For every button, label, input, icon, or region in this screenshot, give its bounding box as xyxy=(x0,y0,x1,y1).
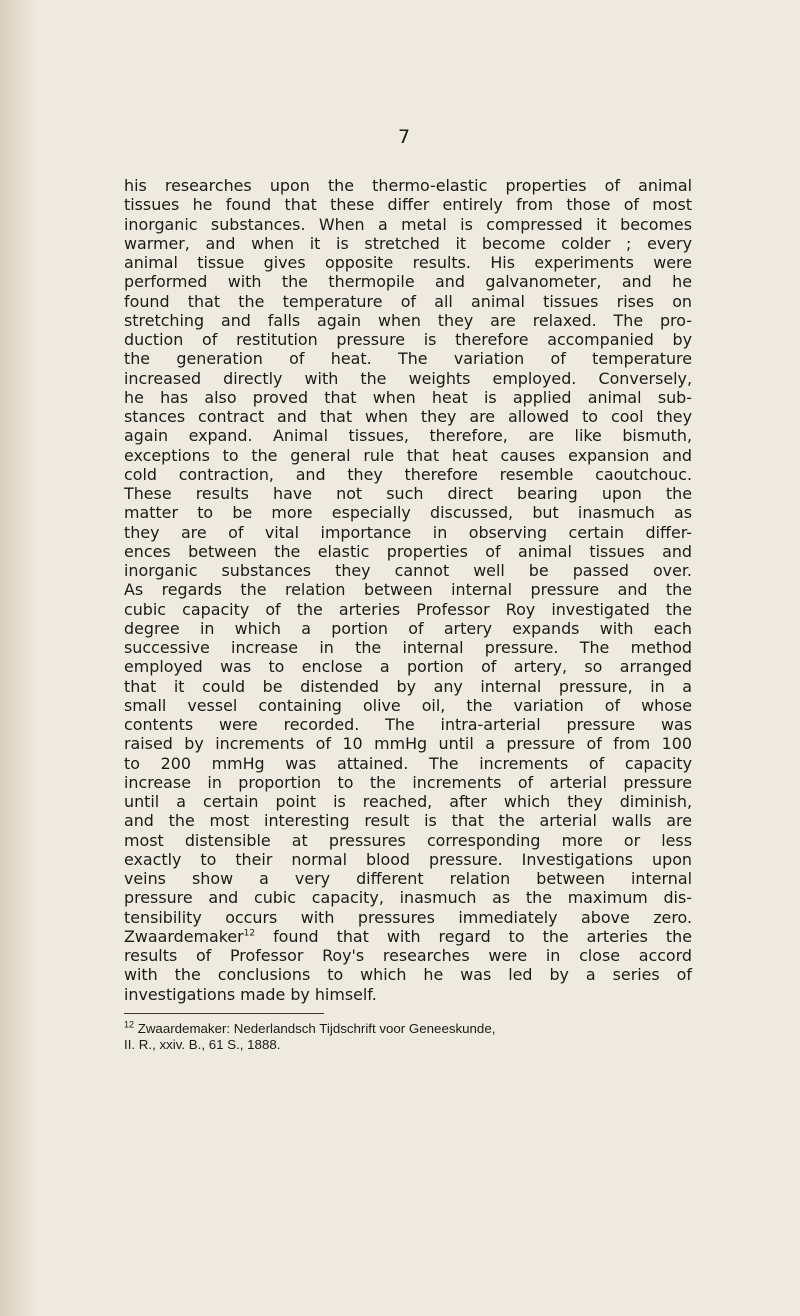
text-line: tissues he found that these differ entirely from those of most xyxy=(124,195,692,215)
text-line: stretching and falls again when they are relaxed. The pro- xyxy=(124,310,692,330)
text-line: that it could be distended by any internal pressure, in a xyxy=(124,676,692,696)
text-line: exactly to their normal blood pressure. Investigations upon xyxy=(124,849,692,869)
text-line: cubic capacity of the arteries Professor Roy investigated the xyxy=(124,599,692,619)
text-line: These results have not such direct bearing upon the xyxy=(124,484,692,503)
text-line: successive increase in the internal pressure. The method xyxy=(124,638,692,657)
text-line: increased directly with the weights employed. Conversely, xyxy=(124,368,692,388)
text-line: small vessel containing olive oil, the variation of whose xyxy=(124,695,692,715)
cited-author: Zwaardemaker xyxy=(124,926,244,946)
footnote-line: II. R., xxiv. B., 61 S., 1888. xyxy=(124,1037,281,1052)
text-line: inorganic substances they cannot well be passed over. xyxy=(124,561,692,580)
text-line: he has also proved that when heat is applied animal sub- xyxy=(124,387,692,407)
text-line: to 200 mmHg was attained. The increments of capacity xyxy=(124,753,692,773)
text-line: and the most interesting result is that the arterial walls are xyxy=(124,811,692,831)
text-line: contents were recorded. The intra-arterial pressure was xyxy=(124,715,692,734)
text-line: cold contraction, and they therefore resemble caoutchouc. xyxy=(124,464,692,484)
text-line-citation xyxy=(124,927,692,946)
text-line: exceptions to the general rule that heat causes expansion and xyxy=(124,445,692,465)
text-line: pressure and cubic capacity, inasmuch as the maximum dis- xyxy=(124,888,692,908)
page-edge-shadow xyxy=(0,0,38,1316)
text-line: results of Professor Roy's researches were in close accord xyxy=(124,946,692,965)
text-line: again expand. Animal tissues, therefore, are like bismuth, xyxy=(124,426,692,446)
body-paragraph xyxy=(124,176,692,1004)
text-line: increase in proportion to the increments of arterial pressure xyxy=(124,772,692,792)
text-line: employed was to enclose a portion of artery, so arranged xyxy=(124,657,692,677)
footnote-text: Zwaardemaker: Nederlandsch Tijdschrift voor Geneeskunde, xyxy=(134,1021,496,1036)
text-line: inorganic substances. When a metal is compressed it becomes xyxy=(124,214,692,234)
text-line: As regards the relation between internal pressure and the xyxy=(124,580,692,600)
text-line: with the conclusions to which he was led by a series of xyxy=(124,965,692,985)
text-line: animal tissue gives opposite results. His experiments were xyxy=(124,253,692,272)
text-line: raised by increments of 10 mmHg until a pressure of from 100 xyxy=(124,734,692,754)
text-line: until a certain point is reached, after which they diminish, xyxy=(124,792,692,811)
text-line: degree in which a portion of artery expands with each xyxy=(124,618,692,638)
footnote xyxy=(124,1021,692,1053)
footnote-divider xyxy=(124,1013,324,1014)
text-line: matter to be more especially discussed, but inasmuch as xyxy=(124,503,692,523)
text-line: performed with the thermopile and galvanometer, and he xyxy=(124,272,692,292)
text-line: duction of restitution pressure is therefore accompanied by xyxy=(124,330,692,349)
text-line: warmer, and when it is stretched it become colder ; every xyxy=(124,233,692,253)
text-line: investigations made by himself. xyxy=(124,984,377,1004)
text-line-rest: found that with regard to the arteries the xyxy=(255,926,692,946)
text-line: found that the temperature of all animal tissues rises on xyxy=(124,291,692,311)
text-line: tensibility occurs with pressures immediately above zero. xyxy=(124,907,692,927)
text-line: most distensible at pressures corresponding more or less xyxy=(124,830,692,850)
footnote-reference: 12 xyxy=(243,928,256,939)
footnote-line xyxy=(124,1021,692,1037)
text-line: stances contract and that when they are allowed to cool they xyxy=(124,407,692,426)
page-number: 7 xyxy=(397,126,411,148)
text-line: the generation of heat. The variation of temperature xyxy=(124,349,692,369)
text-line: ences between the elastic properties of animal tissues and xyxy=(124,541,692,561)
footnote-number: 12 xyxy=(124,1019,135,1030)
text-line: his researches upon the thermo-elastic properties of animal xyxy=(124,176,692,195)
text-line: they are of vital importance in observing certain differ- xyxy=(124,522,692,542)
text-line: veins show a very different relation between internal xyxy=(124,869,692,888)
